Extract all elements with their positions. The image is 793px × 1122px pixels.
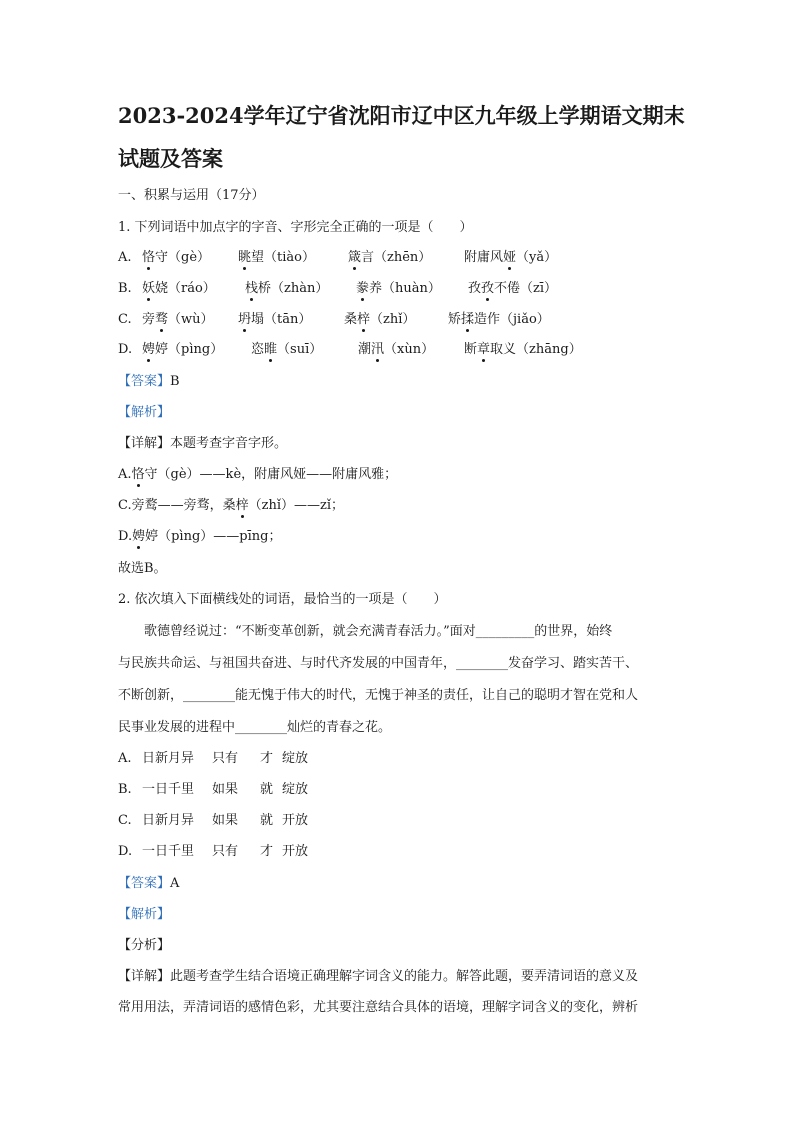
option-word-1: 妖娆（ráo）: [142, 281, 216, 296]
option-word-2: 眺望（tiào）: [238, 250, 315, 265]
option-word-3: 桑梓（zhǐ）: [344, 312, 416, 327]
document-title-line2: 试题及答案: [118, 146, 223, 171]
option-label: B.: [118, 281, 132, 296]
question-1-conclusion: 故选B。: [118, 561, 167, 576]
option-word-4: 孜孜不倦（zī）: [468, 281, 558, 296]
option-word-1: 旁骛（wù）: [142, 312, 214, 327]
question-2-stem: 2. 依次填入下面横线处的词语，最恰当的一项是（ ）: [118, 592, 447, 607]
detail-tag: 【详解】: [118, 436, 171, 451]
document-title-line1: 2023-2024学年辽宁省沈阳市辽中区九年级上学期语文期末: [118, 103, 685, 128]
answer-tag: 【答案】: [118, 374, 171, 389]
option-word-3: 箴言（zhēn）: [348, 250, 432, 265]
question-1-note-d: D.娉婷（pìng）——pīng；: [118, 529, 282, 544]
question-2-passage-line: 不断创新，________能无愧于伟大的时代，无愧于神圣的责任，让自己的聪明才智在党和人: [118, 688, 639, 703]
answer-value: B: [170, 374, 180, 389]
option-word-2: 栈桥（zhàn）: [245, 281, 329, 296]
question-2-detail-line: 【详解】此题考查学生结合语境正确理解字词含义的能力。解答此题，要弄清词语的意义及: [118, 969, 639, 984]
answer-tag: 【答案】: [118, 876, 171, 891]
question-2-detail-line: 常用用法，弄清词语的感情色彩，尤其要注意结合具体的语境，理解字词含义的变化，辨析: [118, 1000, 639, 1015]
option-word-3: 潮汛（xùn）: [358, 342, 435, 357]
question-1-stem: 1. 下列词语中加点字的字音、字形完全正确的一项是（ ）: [118, 220, 473, 235]
option-word-4: 矫揉造作（jiǎo）: [448, 312, 550, 327]
question-2-passage-line: 与民族共命运、与祖国共奋进、与时代齐发展的中国青年，________发奋学习、踏实苦干、: [118, 656, 639, 671]
question-1-detail: [118, 436, 287, 452]
question-2-analysis-sub: 【分析】: [118, 938, 171, 953]
option-word-1: 娉婷（pìng）: [142, 342, 224, 357]
option-word-4: 断章取义（zhāng）: [464, 342, 582, 357]
question-1-analysis-tag: 【解析】: [118, 405, 171, 420]
option-word-2: 恣睢（suī）: [251, 342, 323, 357]
answer-value: A: [170, 876, 180, 891]
question-1-answer: [118, 374, 180, 390]
option-word-3: 豢养（huàn）: [356, 281, 441, 296]
question-1-note-c: C.旁鹜——旁骛，桑梓（zhǐ）——zǐ；: [118, 498, 345, 513]
question-2-passage-line: 歌德曾经说过：“不断变革创新，就会充满青春活力。”面对_________的世界，始终: [118, 624, 613, 639]
option-label: D.: [118, 342, 133, 357]
question-2-answer: [118, 876, 179, 892]
detail-text: 本题考查字音字形。: [170, 436, 288, 451]
document-page: 2023-2024学年辽宁省沈阳市辽中区九年级上学期语文期末 试题及答案 一、积累与运用（17分） 1. 下列词语中加点字的字音、字形完全正确的一项是（ ） A. 恪守（gè） 眺望（tiào） 箴言（zhēn） 附庸风娅（yǎ） B. 妖娆（ráo） 栈桥（zhàn） 豢养（huàn） 孜孜不倦（zī） C. 旁骛（wù） 坍塌（tān） 桑梓（zhǐ） 矫揉造作（jiǎo） D. 娉婷（pìng） 恣睢（suī） 潮汛（xùn） 断章取义（zhāng） 【答案】B 【解析】 【详解】本题考查字音字形。 A.恪守（gè）——kè，附庸风娅——附庸风雅； C.旁鹜——旁骛，桑梓（zhǐ）——zǐ； D.娉婷（pìng）——pīng； 故选B。 2. 依次填入下面横线处的词语，最恰当的一项是（ ） 歌德曾经说过：“不断变革创新，就会充满青春活力。”面对_________的世界，始终 与民族共命运、与祖国共奋进、与时代齐发展的中国青年，________发奋学习、踏实苦干、 不断创新，________能无愧于伟大的时代，无愧于神圣的责任，让自己的聪明才智在党和人 民事业发展的进程中________灿烂的青春之花。 A. 日新月异 只有 才 绽放 B. 一日千里 如果 就 绽放 C. 日新月异 如果 就 开放 D. 一日千里 只有 才 开放 【答案】A 【解析】 【分析】 【详解】此题考查学生结合语境正确理解字词含义的能力。解答此题，要弄清词语的意义及 常用用法，弄清词语的感情色彩，尤其要注意结合具体的语境，理解字词含义的变化，辨析: [0, 0, 793, 1122]
question-2-passage-line: 民事业发展的进程中________灿烂的青春之花。: [118, 720, 392, 735]
question-2-analysis-tag: 【解析】: [118, 907, 171, 922]
question-1-note-a: A.恪守（gè）——kè，附庸风娅——附庸风雅；: [118, 467, 398, 482]
option-label: C.: [118, 312, 132, 327]
option-word-2: 坍塌（tān）: [238, 312, 312, 327]
section-heading: 一、积累与运用（17分）: [118, 188, 265, 203]
option-word-4: 附庸风娅（yǎ）: [464, 250, 558, 265]
option-word-1: 恪守（gè）: [142, 250, 211, 265]
option-label: A.: [118, 250, 132, 265]
